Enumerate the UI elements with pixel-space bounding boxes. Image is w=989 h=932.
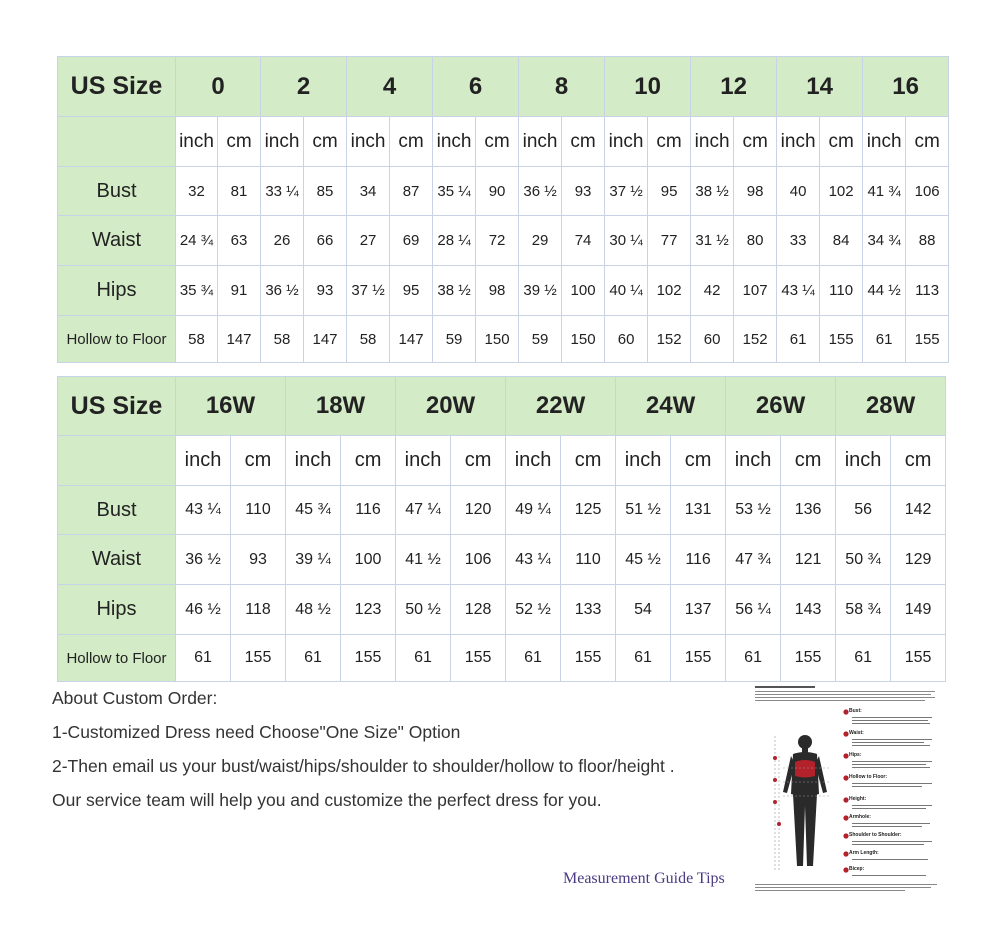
measurement-cell: 69 bbox=[390, 216, 433, 266]
measurement-cell: 43 ¼ bbox=[506, 535, 561, 585]
custom-order-notes bbox=[52, 686, 675, 822]
measurement-cell: 152 bbox=[734, 316, 777, 363]
row-label: Hips bbox=[58, 266, 176, 316]
measurement-cell: 72 bbox=[476, 216, 519, 266]
measurement-cell: 149 bbox=[891, 585, 946, 635]
unit-inch: inch bbox=[176, 436, 231, 486]
measurement-cell: 28 ¼ bbox=[433, 216, 476, 266]
measurement-cell: 61 bbox=[777, 316, 820, 363]
measurement-cell: 40 bbox=[777, 167, 820, 216]
unit-row bbox=[58, 436, 946, 486]
row-label: Waist bbox=[58, 535, 176, 585]
measurement-cell: 113 bbox=[906, 266, 949, 316]
measurement-cell: 120 bbox=[451, 486, 506, 535]
measurement-cell: 35 ¼ bbox=[433, 167, 476, 216]
guide-section-hips: Hips: bbox=[849, 752, 862, 758]
measurement-cell: 155 bbox=[781, 635, 836, 682]
measurement-cell: 155 bbox=[561, 635, 616, 682]
measurement-cell: 37 ½ bbox=[347, 266, 390, 316]
measurement-cell: 90 bbox=[476, 167, 519, 216]
measurement-cell: 61 bbox=[836, 635, 891, 682]
measurement-cell: 46 ½ bbox=[176, 585, 231, 635]
measurement-cell: 61 bbox=[286, 635, 341, 682]
measurement-cell: 155 bbox=[906, 316, 949, 363]
size-header: 22W bbox=[506, 377, 616, 436]
unit-cm: cm bbox=[891, 436, 946, 486]
measurement-cell: 50 ½ bbox=[396, 585, 451, 635]
measurement-cell: 26 bbox=[261, 216, 304, 266]
measurement-cell: 98 bbox=[734, 167, 777, 216]
measurement-cell: 129 bbox=[891, 535, 946, 585]
unit-cm: cm bbox=[390, 117, 433, 167]
measurement-cell: 61 bbox=[176, 635, 231, 682]
measurement-cell: 48 ½ bbox=[286, 585, 341, 635]
measurement-guide-image bbox=[753, 684, 941, 896]
measurement-cell: 93 bbox=[304, 266, 347, 316]
measurement-cell: 155 bbox=[231, 635, 286, 682]
measurement-cell: 88 bbox=[906, 216, 949, 266]
us-size-label: US Size bbox=[58, 377, 176, 436]
measurement-cell: 106 bbox=[451, 535, 506, 585]
measurement-cell: 43 ¼ bbox=[777, 266, 820, 316]
measurement-row bbox=[58, 486, 946, 535]
size-header: 16 bbox=[863, 57, 949, 117]
measurement-cell: 116 bbox=[341, 486, 396, 535]
measurement-cell: 58 bbox=[261, 316, 304, 363]
measurement-cell: 116 bbox=[671, 535, 726, 585]
measurement-row bbox=[58, 316, 949, 363]
measurement-cell: 61 bbox=[396, 635, 451, 682]
measurement-cell: 147 bbox=[218, 316, 261, 363]
measurement-cell: 29 bbox=[519, 216, 562, 266]
measurement-cell: 155 bbox=[820, 316, 863, 363]
unit-inch: inch bbox=[863, 117, 906, 167]
measurement-cell: 110 bbox=[820, 266, 863, 316]
unit-row bbox=[58, 117, 949, 167]
size-header: 18W bbox=[286, 377, 396, 436]
measurement-row bbox=[58, 535, 946, 585]
measurement-cell: 150 bbox=[476, 316, 519, 363]
notes-step-1: 1-Customized Dress need Choose"One Size" Option bbox=[52, 722, 461, 742]
measurement-cell: 77 bbox=[648, 216, 691, 266]
size-chart-standard bbox=[57, 56, 949, 363]
unit-cm: cm bbox=[304, 117, 347, 167]
measurement-cell: 45 ¾ bbox=[286, 486, 341, 535]
unit-cm: cm bbox=[734, 117, 777, 167]
unit-cm: cm bbox=[781, 436, 836, 486]
measurement-cell: 38 ½ bbox=[433, 266, 476, 316]
measurement-cell: 33 ¼ bbox=[261, 167, 304, 216]
size-header: 2 bbox=[261, 57, 347, 117]
unit-cm: cm bbox=[562, 117, 605, 167]
notes-service: Our service team will help you and customize the perfect dress for you. bbox=[52, 790, 602, 810]
measurement-cell: 61 bbox=[863, 316, 906, 363]
unit-cm: cm bbox=[648, 117, 691, 167]
measurement-cell: 91 bbox=[218, 266, 261, 316]
measurement-cell: 121 bbox=[781, 535, 836, 585]
unit-inch: inch bbox=[519, 117, 562, 167]
measurement-cell: 34 bbox=[347, 167, 390, 216]
unit-inch: inch bbox=[396, 436, 451, 486]
size-header: 8 bbox=[519, 57, 605, 117]
guide-section-waist: Waist: bbox=[849, 730, 864, 736]
measurement-cell: 81 bbox=[218, 167, 261, 216]
unit-inch: inch bbox=[286, 436, 341, 486]
unit-cm: cm bbox=[820, 117, 863, 167]
measurement-cell: 58 ¾ bbox=[836, 585, 891, 635]
measurement-cell: 93 bbox=[562, 167, 605, 216]
unit-inch: inch bbox=[691, 117, 734, 167]
size-header: 14 bbox=[777, 57, 863, 117]
measurement-cell: 80 bbox=[734, 216, 777, 266]
measurement-cell: 59 bbox=[519, 316, 562, 363]
measurement-guide-figure bbox=[753, 684, 941, 896]
measurement-cell: 41 ½ bbox=[396, 535, 451, 585]
unit-inch: inch bbox=[261, 117, 304, 167]
measurement-cell: 85 bbox=[304, 167, 347, 216]
guide-section-armhole: Armhole: bbox=[849, 814, 871, 820]
measurement-cell: 53 ½ bbox=[726, 486, 781, 535]
size-header: 16W bbox=[176, 377, 286, 436]
measurement-cell: 56 ¼ bbox=[726, 585, 781, 635]
measurement-guide-caption: Measurement Guide Tips bbox=[563, 870, 725, 887]
measurement-cell: 51 ½ bbox=[616, 486, 671, 535]
measurement-cell: 143 bbox=[781, 585, 836, 635]
measurement-cell: 61 bbox=[616, 635, 671, 682]
measurement-cell: 36 ½ bbox=[176, 535, 231, 585]
measurement-cell: 100 bbox=[562, 266, 605, 316]
size-header: 26W bbox=[726, 377, 836, 436]
measurement-cell: 33 bbox=[777, 216, 820, 266]
guide-section-bust: Bust: bbox=[849, 708, 862, 714]
measurement-cell: 47 ¼ bbox=[396, 486, 451, 535]
header-row bbox=[58, 377, 946, 436]
measurement-cell: 60 bbox=[691, 316, 734, 363]
measurement-cell: 58 bbox=[347, 316, 390, 363]
measurement-cell: 37 ½ bbox=[605, 167, 648, 216]
measurement-cell: 39 ¼ bbox=[286, 535, 341, 585]
measurement-cell: 49 ¼ bbox=[506, 486, 561, 535]
measurement-cell: 35 ¾ bbox=[176, 266, 218, 316]
measurement-cell: 61 bbox=[726, 635, 781, 682]
measurement-cell: 43 ¼ bbox=[176, 486, 231, 535]
size-header: 28W bbox=[836, 377, 946, 436]
measurement-cell: 54 bbox=[616, 585, 671, 635]
measurement-cell: 45 ½ bbox=[616, 535, 671, 585]
unit-inch: inch bbox=[726, 436, 781, 486]
measurement-cell: 123 bbox=[341, 585, 396, 635]
unit-inch: inch bbox=[506, 436, 561, 486]
measurement-cell: 93 bbox=[231, 535, 286, 585]
guide-section-hollow: Hollow to Floor: bbox=[849, 774, 888, 780]
size-header: 20W bbox=[396, 377, 506, 436]
unit-cm: cm bbox=[476, 117, 519, 167]
notes-step-2: 2-Then email us your bust/waist/hips/shoulder to shoulder/hollow to floor/height . bbox=[52, 756, 675, 776]
measurement-cell: 30 ¼ bbox=[605, 216, 648, 266]
measurement-cell: 31 ½ bbox=[691, 216, 734, 266]
measurement-cell: 125 bbox=[561, 486, 616, 535]
measurement-cell: 32 bbox=[176, 167, 218, 216]
guide-section-arm-length: Arm Length: bbox=[849, 850, 879, 856]
measurement-cell: 60 bbox=[605, 316, 648, 363]
unit-cm: cm bbox=[671, 436, 726, 486]
measurement-cell: 38 ½ bbox=[691, 167, 734, 216]
header-row bbox=[58, 57, 949, 117]
measurement-row bbox=[58, 167, 949, 216]
unit-cm: cm bbox=[451, 436, 506, 486]
measurement-cell: 155 bbox=[451, 635, 506, 682]
measurement-cell: 98 bbox=[476, 266, 519, 316]
unit-cm: cm bbox=[341, 436, 396, 486]
measurement-cell: 44 ½ bbox=[863, 266, 906, 316]
measurement-cell: 110 bbox=[231, 486, 286, 535]
unit-inch: inch bbox=[605, 117, 648, 167]
measurement-row bbox=[58, 635, 946, 682]
measurement-cell: 36 ½ bbox=[261, 266, 304, 316]
guide-section-height: Height: bbox=[849, 796, 867, 802]
measurement-row bbox=[58, 266, 949, 316]
measurement-cell: 50 ¾ bbox=[836, 535, 891, 585]
measurement-cell: 102 bbox=[820, 167, 863, 216]
measurement-cell: 52 ½ bbox=[506, 585, 561, 635]
measurement-cell: 142 bbox=[891, 486, 946, 535]
measurement-cell: 110 bbox=[561, 535, 616, 585]
notes-title: About Custom Order: bbox=[52, 688, 218, 708]
measurement-cell: 107 bbox=[734, 266, 777, 316]
row-label: Hollow to Floor bbox=[58, 316, 176, 363]
measurement-cell: 40 ¼ bbox=[605, 266, 648, 316]
measurement-row bbox=[58, 585, 946, 635]
measurement-cell: 56 bbox=[836, 486, 891, 535]
row-label: Bust bbox=[58, 167, 176, 216]
unit-row-label bbox=[58, 436, 176, 486]
measurement-cell: 47 ¾ bbox=[726, 535, 781, 585]
measurement-cell: 155 bbox=[891, 635, 946, 682]
size-header: 24W bbox=[616, 377, 726, 436]
measurement-cell: 41 ¾ bbox=[863, 167, 906, 216]
row-label: Hollow to Floor bbox=[58, 635, 176, 682]
measurement-cell: 102 bbox=[648, 266, 691, 316]
size-header: 4 bbox=[347, 57, 433, 117]
measurement-cell: 131 bbox=[671, 486, 726, 535]
measurement-cell: 58 bbox=[176, 316, 218, 363]
measurement-cell: 152 bbox=[648, 316, 691, 363]
measurement-cell: 36 ½ bbox=[519, 167, 562, 216]
measurement-cell: 95 bbox=[390, 266, 433, 316]
measurement-cell: 147 bbox=[390, 316, 433, 363]
measurement-cell: 87 bbox=[390, 167, 433, 216]
row-label: Bust bbox=[58, 486, 176, 535]
row-label: Waist bbox=[58, 216, 176, 266]
unit-cm: cm bbox=[218, 117, 261, 167]
measurement-cell: 137 bbox=[671, 585, 726, 635]
size-chart-plus bbox=[57, 376, 946, 682]
measurement-cell: 27 bbox=[347, 216, 390, 266]
guide-section-bicep: Bicep: bbox=[849, 866, 865, 872]
size-header: 10 bbox=[605, 57, 691, 117]
unit-inch: inch bbox=[347, 117, 390, 167]
measurement-cell: 118 bbox=[231, 585, 286, 635]
measurement-cell: 39 ½ bbox=[519, 266, 562, 316]
unit-row-label bbox=[58, 117, 176, 167]
unit-inch: inch bbox=[433, 117, 476, 167]
unit-cm: cm bbox=[561, 436, 616, 486]
measurement-cell: 61 bbox=[506, 635, 561, 682]
measurement-cell: 106 bbox=[906, 167, 949, 216]
us-size-label: US Size bbox=[58, 57, 176, 117]
measurement-cell: 59 bbox=[433, 316, 476, 363]
unit-inch: inch bbox=[176, 117, 218, 167]
size-header: 6 bbox=[433, 57, 519, 117]
measurement-cell: 34 ¾ bbox=[863, 216, 906, 266]
guide-section-shoulder: Shoulder to Shoulder: bbox=[849, 832, 902, 838]
measurement-cell: 136 bbox=[781, 486, 836, 535]
size-header: 12 bbox=[691, 57, 777, 117]
size-header: 0 bbox=[176, 57, 261, 117]
unit-inch: inch bbox=[616, 436, 671, 486]
measurement-cell: 133 bbox=[561, 585, 616, 635]
measurement-cell: 155 bbox=[671, 635, 726, 682]
measurement-cell: 74 bbox=[562, 216, 605, 266]
unit-cm: cm bbox=[906, 117, 949, 167]
unit-inch: inch bbox=[777, 117, 820, 167]
measurement-cell: 42 bbox=[691, 266, 734, 316]
unit-cm: cm bbox=[231, 436, 286, 486]
measurement-cell: 147 bbox=[304, 316, 347, 363]
measurement-cell: 100 bbox=[341, 535, 396, 585]
measurement-cell: 24 ¾ bbox=[176, 216, 218, 266]
measurement-cell: 95 bbox=[648, 167, 691, 216]
measurement-row bbox=[58, 216, 949, 266]
measurement-cell: 66 bbox=[304, 216, 347, 266]
measurement-cell: 128 bbox=[451, 585, 506, 635]
measurement-cell: 150 bbox=[562, 316, 605, 363]
unit-inch: inch bbox=[836, 436, 891, 486]
row-label: Hips bbox=[58, 585, 176, 635]
measurement-cell: 155 bbox=[341, 635, 396, 682]
measurement-cell: 63 bbox=[218, 216, 261, 266]
measurement-cell: 84 bbox=[820, 216, 863, 266]
